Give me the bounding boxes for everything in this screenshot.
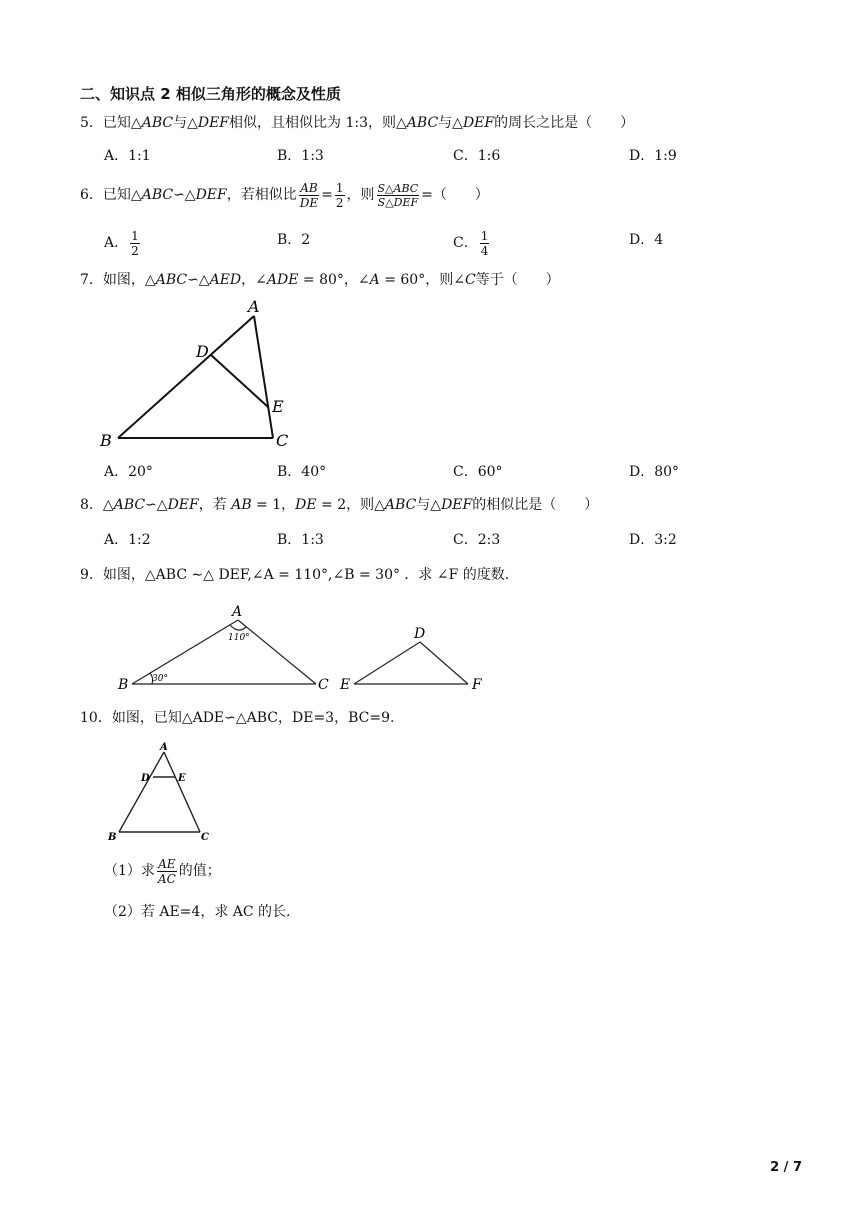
q6-text-b: ，若相似比 <box>226 187 297 203</box>
q10-triangle-figure <box>100 740 220 846</box>
q7-text-d: = 60°，则∠ <box>379 272 465 288</box>
q9-label-b: B <box>118 677 129 693</box>
q8-text-a: △ <box>102 497 114 513</box>
question-5 <box>80 113 634 133</box>
q8-abc2: ABC <box>384 497 417 513</box>
q6-area-fraction <box>377 183 420 208</box>
q10-label-b: B <box>108 832 117 843</box>
q7-label-e: E <box>272 397 284 416</box>
q6-option-a-denominator: 2 <box>131 243 139 258</box>
q10-part1-denominator: AC <box>157 871 176 886</box>
q7-c: C <box>464 272 476 288</box>
q6-number: 6． <box>80 187 103 203</box>
q8-sim: ∽△ <box>145 497 168 513</box>
q6-option-c-label: C． <box>453 235 478 251</box>
q10-label-a: A <box>160 742 168 753</box>
q7-ade: ADE <box>266 272 299 288</box>
q8-option-c[interactable]: C．2:3 <box>453 532 501 548</box>
q6-text-d: =（ ） <box>421 187 489 203</box>
q7-label-d: D <box>196 342 209 361</box>
question-10: 10．如图，已知△ADE∽△ABC，DE=3，BC=9. <box>80 710 395 726</box>
q8-option-b[interactable]: B．1:3 <box>277 532 324 548</box>
q9-side-de <box>354 642 420 684</box>
q7-text-e: 等于（ ） <box>475 272 560 288</box>
q8-option-a[interactable]: A．1:2 <box>104 532 151 548</box>
q7-segment-de <box>211 355 268 407</box>
q6-area-denominator: S△DEF <box>377 195 419 209</box>
q6-def: DEF <box>195 187 227 203</box>
q8-text-b: ，若 <box>198 497 232 513</box>
q8-text-e: 与△ <box>416 497 442 513</box>
q9-side-ac <box>238 620 316 684</box>
q9-side-ab <box>132 620 238 684</box>
q7-aed: AED <box>209 272 242 288</box>
question-7 <box>80 270 560 290</box>
q6-option-a[interactable] <box>104 226 142 260</box>
q7-option-d[interactable]: D．80° <box>629 464 680 480</box>
q6-option-c-fraction <box>480 230 490 257</box>
q5-option-a[interactable]: A．1:1 <box>104 148 151 164</box>
q5-abc2: ABC <box>406 115 439 131</box>
q10-label-c: C <box>201 832 209 843</box>
q9-angle-a-arc <box>230 625 246 630</box>
q7-option-a[interactable]: A．20° <box>104 464 153 480</box>
q5-text-a: 已知△ <box>102 115 142 131</box>
q9-angle-b-label: 30° <box>152 674 168 684</box>
q9-label-d: D <box>414 626 426 642</box>
q10-side-ab <box>119 752 164 832</box>
q9-label-a: A <box>232 604 243 620</box>
question-6 <box>80 178 489 212</box>
q7-number: 7． <box>80 272 103 288</box>
q7-text-a: 如图，△ <box>102 272 156 288</box>
q8-abc: ABC <box>113 497 146 513</box>
q6-eq: = <box>321 187 333 203</box>
q7-label-b: B <box>100 431 112 450</box>
q7-abc: ABC <box>155 272 188 288</box>
q5-def: DEF <box>197 115 230 131</box>
q6-ratio-denominator: DE <box>299 195 319 210</box>
q10-part1-text-a: （1）求 <box>104 863 155 879</box>
q10-part-1 <box>104 854 221 888</box>
q6-option-d[interactable]: D．4 <box>629 232 664 248</box>
q6-sim: ∽△ <box>173 187 196 203</box>
q10-part1-fraction <box>157 858 177 885</box>
q5-option-b[interactable]: B．1:3 <box>277 148 324 164</box>
q9-label-f: F <box>472 677 482 693</box>
q6-text-a: 已知△ <box>102 187 142 203</box>
q5-option-d[interactable]: D．1:9 <box>629 148 677 164</box>
q8-text-d: = 2，则△ <box>316 497 385 513</box>
q7-side-ab <box>118 316 254 438</box>
q5-number: 5． <box>80 115 103 131</box>
q5-text-e: 的周长之比是（ ） <box>494 115 635 131</box>
q10-part1-text-b: 的值； <box>178 863 221 879</box>
q5-text-d: 与△ <box>438 115 463 131</box>
q9-label-c: C <box>318 677 329 693</box>
q10-side-ac <box>164 752 200 832</box>
q7-triangle-figure <box>90 296 310 452</box>
q6-option-c-numerator: 1 <box>480 228 489 243</box>
page-number: 2 / 7 <box>770 1160 802 1175</box>
q5-text-c: 相似，且相似比为 1:3，则△ <box>229 115 407 131</box>
q9-angle-a-label: 110° <box>228 633 250 643</box>
q10-part-2: （2）若 AE=4，求 AC 的长. <box>104 904 291 920</box>
q6-half-fraction <box>335 182 345 209</box>
q8-option-d[interactable]: D．3:2 <box>629 532 677 548</box>
q7-a: A <box>369 272 380 288</box>
section-title: 二、知识点 2 相似三角形的概念及性质 <box>80 85 341 103</box>
q6-option-a-label: A． <box>104 235 129 251</box>
q5-option-c[interactable]: C．1:6 <box>453 148 501 164</box>
q6-abc: ABC <box>141 187 174 203</box>
q7-text-b: ，∠ <box>241 272 267 288</box>
q5-abc: ABC <box>141 115 174 131</box>
q7-option-c[interactable]: C．60° <box>453 464 503 480</box>
q6-text-c: ，则 <box>346 187 375 203</box>
question-9: 9．如图，△ABC ∼△ DEF,∠A = 110°,∠B = 30° ．求 ∠F 的度数． <box>80 567 519 583</box>
q6-option-a-numerator: 1 <box>131 228 139 243</box>
q9-label-e: E <box>340 677 351 693</box>
q8-ab: AB <box>231 497 252 513</box>
q6-ratio-numerator: AB <box>300 180 318 195</box>
q9-triangles-figure <box>112 600 492 696</box>
q6-option-b[interactable]: B．2 <box>277 232 311 248</box>
q8-def: DEF <box>167 497 199 513</box>
q10-label-e: E <box>178 773 186 784</box>
question-8 <box>80 495 598 515</box>
q6-option-c[interactable] <box>453 226 491 260</box>
q6-area-numerator: S△ABC <box>377 181 419 195</box>
q6-half-denominator: 2 <box>335 195 344 210</box>
q9-side-df <box>420 642 468 684</box>
q10-label-d: D <box>141 773 150 784</box>
q7-text-c: = 80°，∠ <box>298 272 370 288</box>
q7-label-c: C <box>276 431 289 450</box>
q6-half-numerator: 1 <box>335 180 344 195</box>
q8-def2: DEF <box>441 497 473 513</box>
q7-side-ac <box>254 316 273 438</box>
q10-part1-numerator: AE <box>158 856 176 871</box>
q5-def2: DEF <box>462 115 495 131</box>
q8-text-c: = 1， <box>251 497 296 513</box>
q8-number: 8． <box>80 497 103 513</box>
q6-option-c-denominator: 4 <box>480 243 489 258</box>
q6-option-a-fraction <box>130 230 140 257</box>
q7-sim: ∽△ <box>187 272 210 288</box>
q5-text-b: 与△ <box>173 115 198 131</box>
q8-de: DE <box>295 497 317 513</box>
q7-label-a: A <box>248 297 260 316</box>
q6-ratio-fraction <box>299 182 319 209</box>
q8-text-f: 的相似比是（ ） <box>472 497 599 513</box>
q7-option-b[interactable]: B．40° <box>277 464 327 480</box>
